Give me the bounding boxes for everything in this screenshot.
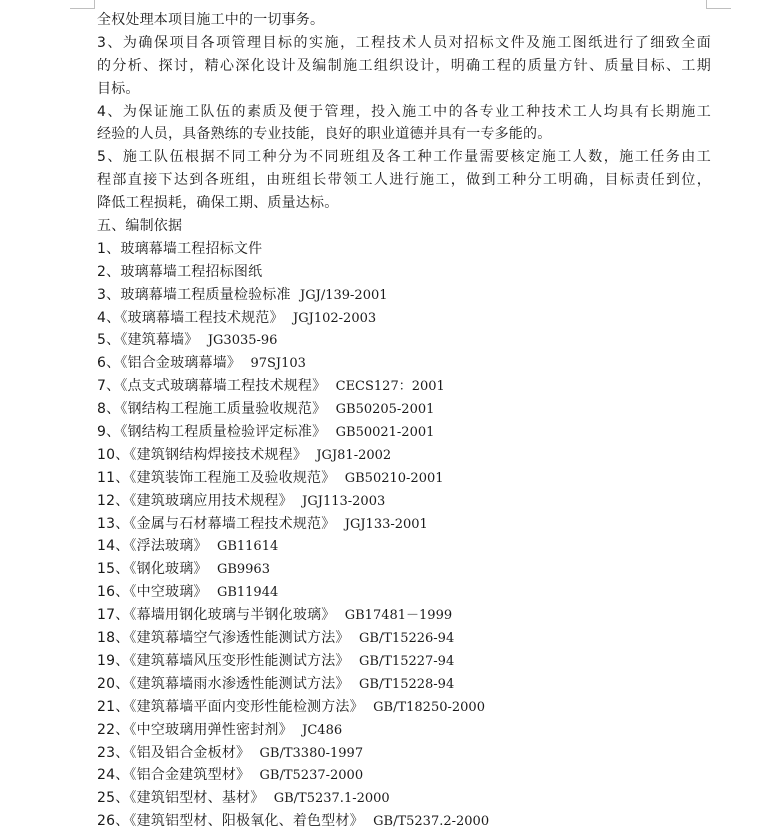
page-corner-mark-right [706,0,731,9]
reference-item [97,558,711,581]
reference-number: 11、 [97,469,130,486]
reference-title: 《建筑幕墙空气渗透性能测试方法》 [129,630,350,647]
reference-standard-code: JGJ102-2003 [293,310,377,326]
reference-item [97,444,711,467]
reference-number: 16、 [97,584,130,601]
reference-title: 《点支式玻璃幕墙工程技术规程》 [120,378,327,395]
reference-title: 玻璃幕墙工程招标图纸 [120,263,263,280]
reference-standard-code: GB/T5237-2000 [259,768,364,784]
reference-number: 24、 [97,767,130,784]
reference-title: 《幕墙用钢化玻璃与半钢化玻璃》 [129,607,336,624]
reference-standard-code: GB/T5237.1-2000 [273,791,390,807]
reference-standard-code: GB50205-2001 [335,402,435,418]
reference-item [97,810,711,833]
reference-item [97,581,711,604]
reference-number: 4、 [97,309,121,326]
reference-number: 3、 [97,286,121,303]
reference-title: 《金属与石材幕墙工程技术规范》 [129,515,336,532]
reference-item [97,650,711,673]
reference-number: 20、 [97,675,130,692]
reference-title: 玻璃幕墙工程质量检验标准 [120,286,291,303]
text-line: 程部直接下达到各班组，由班组长带领工人进行施工，做到工种分工明确，目标责任到位， [97,172,711,189]
paragraph-4 [97,101,711,147]
reference-title: 《中空玻璃用弹性密封剂》 [129,721,293,738]
reference-item [97,352,711,375]
reference-title: 《建筑铝型材、基材》 [129,790,265,807]
reference-title: 《铝合金建筑型材》 [129,767,251,784]
reference-number: 1、 [97,240,121,257]
reference-item [97,673,711,696]
reference-standard-code: CECS127：2001 [335,379,445,395]
reference-number: 8、 [97,401,121,418]
reference-item [97,284,711,307]
reference-standard-code: GB/T15226-94 [358,631,455,647]
reference-number: 23、 [97,744,130,761]
reference-standard-code: JGJ113-2003 [302,493,386,509]
reference-standard-code: JG3035-96 [207,333,278,349]
reference-standard-code: GB17481－1999 [344,608,453,624]
text-line: 目标。 [97,80,140,97]
text-line: 3、为确保项目各项管理目标的实施，工程技术人员对招标文件及施工图纸进行了细致全面 [97,34,711,51]
reference-number: 13、 [97,515,130,532]
reference-standard-code: GB/T5237.2-2000 [373,814,490,830]
reference-standard-code: GB9963 [216,562,270,578]
document-body [97,9,711,833]
text-line: 5、施工队伍根据不同工种分为不同班组及各工种工作量需要核定施工人数，施工任务由工 [97,149,711,166]
reference-title: 《钢结构工程施工质量验收规范》 [120,401,327,418]
reference-title: 《建筑幕墙风压变形性能测试方法》 [129,652,350,669]
reference-number: 9、 [97,424,121,441]
page-corner-mark-left [70,0,95,9]
reference-title: 《建筑铝型材、阳极氧化、着色型材》 [129,813,364,830]
text-line: 降低工程损耗，确保工期、质量达标。 [97,195,339,212]
reference-item [97,719,711,742]
reference-item [97,627,711,650]
reference-number: 21、 [97,698,130,715]
reference-item [97,375,711,398]
reference-item [97,696,711,719]
reference-number: 5、 [97,332,121,349]
reference-title: 《建筑玻璃应用技术规程》 [129,492,293,509]
reference-standard-code: GB/T15228-94 [358,676,455,692]
reference-number: 26、 [97,813,130,830]
reference-item [97,467,711,490]
reference-item [97,238,711,261]
reference-number: 17、 [97,607,130,624]
reference-standard-code: GB11614 [216,539,279,555]
reference-item [97,787,711,810]
paragraph-2-tail [97,9,711,32]
reference-number: 14、 [97,538,130,555]
reference-number: 18、 [97,630,130,647]
reference-item [97,398,711,421]
paragraph-3 [97,32,711,101]
reference-standard-code: GB/T3380-1997 [259,745,364,761]
reference-item [97,307,711,330]
reference-standard-code: GB/T18250-2000 [373,699,485,715]
reference-item [97,261,711,284]
reference-title: 《中空玻璃》 [129,584,208,601]
reference-number: 2、 [97,263,121,280]
reference-item [97,742,711,765]
reference-standard-code: JGJ133-2001 [344,516,428,532]
reference-number: 12、 [97,492,130,509]
reference-list [97,238,711,833]
reference-title: 《浮法玻璃》 [129,538,208,555]
section-heading: 五、编制依据 [97,218,183,235]
text-line: 的分析、探讨，精心深化设计及编制施工组织设计，明确工程的质量方针、质量目标、工期 [97,57,711,74]
reference-number: 15、 [97,561,130,578]
reference-standard-code: JC486 [302,722,343,738]
reference-title: 《钢结构工程质量检验评定标准》 [120,424,327,441]
reference-standard-code: GB50021-2001 [335,425,435,441]
reference-standard-code: JGJ81-2002 [316,447,392,463]
paragraph-5 [97,146,711,215]
text-line: 4、为保证施工队伍的素质及便于管理，投入施工中的各专业工种技术工人均具有长期施工 [97,103,711,120]
reference-title: 《建筑幕墙》 [120,332,199,349]
reference-number: 6、 [97,355,121,372]
reference-standard-code: GB50210-2001 [344,470,444,486]
reference-item [97,604,711,627]
reference-standard-code: JGJ/139-2001 [300,287,388,303]
reference-title: 《铝合金玻璃幕墙》 [120,355,242,372]
reference-number: 19、 [97,652,130,669]
reference-number: 7、 [97,378,121,395]
reference-item [97,329,711,352]
reference-standard-code: 97SJ103 [250,356,306,372]
reference-item [97,535,711,558]
reference-title: 《玻璃幕墙工程技术规范》 [120,309,284,326]
reference-number: 22、 [97,721,130,738]
reference-item [97,513,711,536]
reference-number: 10、 [97,446,130,463]
reference-item [97,490,711,513]
reference-item [97,421,711,444]
reference-title: 《建筑幕墙平面内变形性能检测方法》 [129,698,364,715]
text-line: 经验的人员，具备熟练的专业技能，良好的职业道德并具有一专多能的。 [97,126,552,143]
reference-title: 《铝及铝合金板材》 [129,744,251,761]
reference-title: 《建筑幕墙雨水渗透性能测试方法》 [129,675,350,692]
reference-standard-code: GB/T15227-94 [358,653,455,669]
text-line: 全权处理本项目施工中的一切事务。 [97,12,325,28]
reference-title: 《钢化玻璃》 [129,561,208,578]
reference-standard-code: GB11944 [216,585,279,601]
reference-number: 25、 [97,790,130,807]
reference-title: 《建筑装饰工程施工及验收规范》 [129,469,336,486]
reference-title: 《建筑钢结构焊接技术规程》 [129,446,308,463]
reference-item [97,764,711,787]
reference-title: 玻璃幕墙工程招标文件 [120,240,263,257]
